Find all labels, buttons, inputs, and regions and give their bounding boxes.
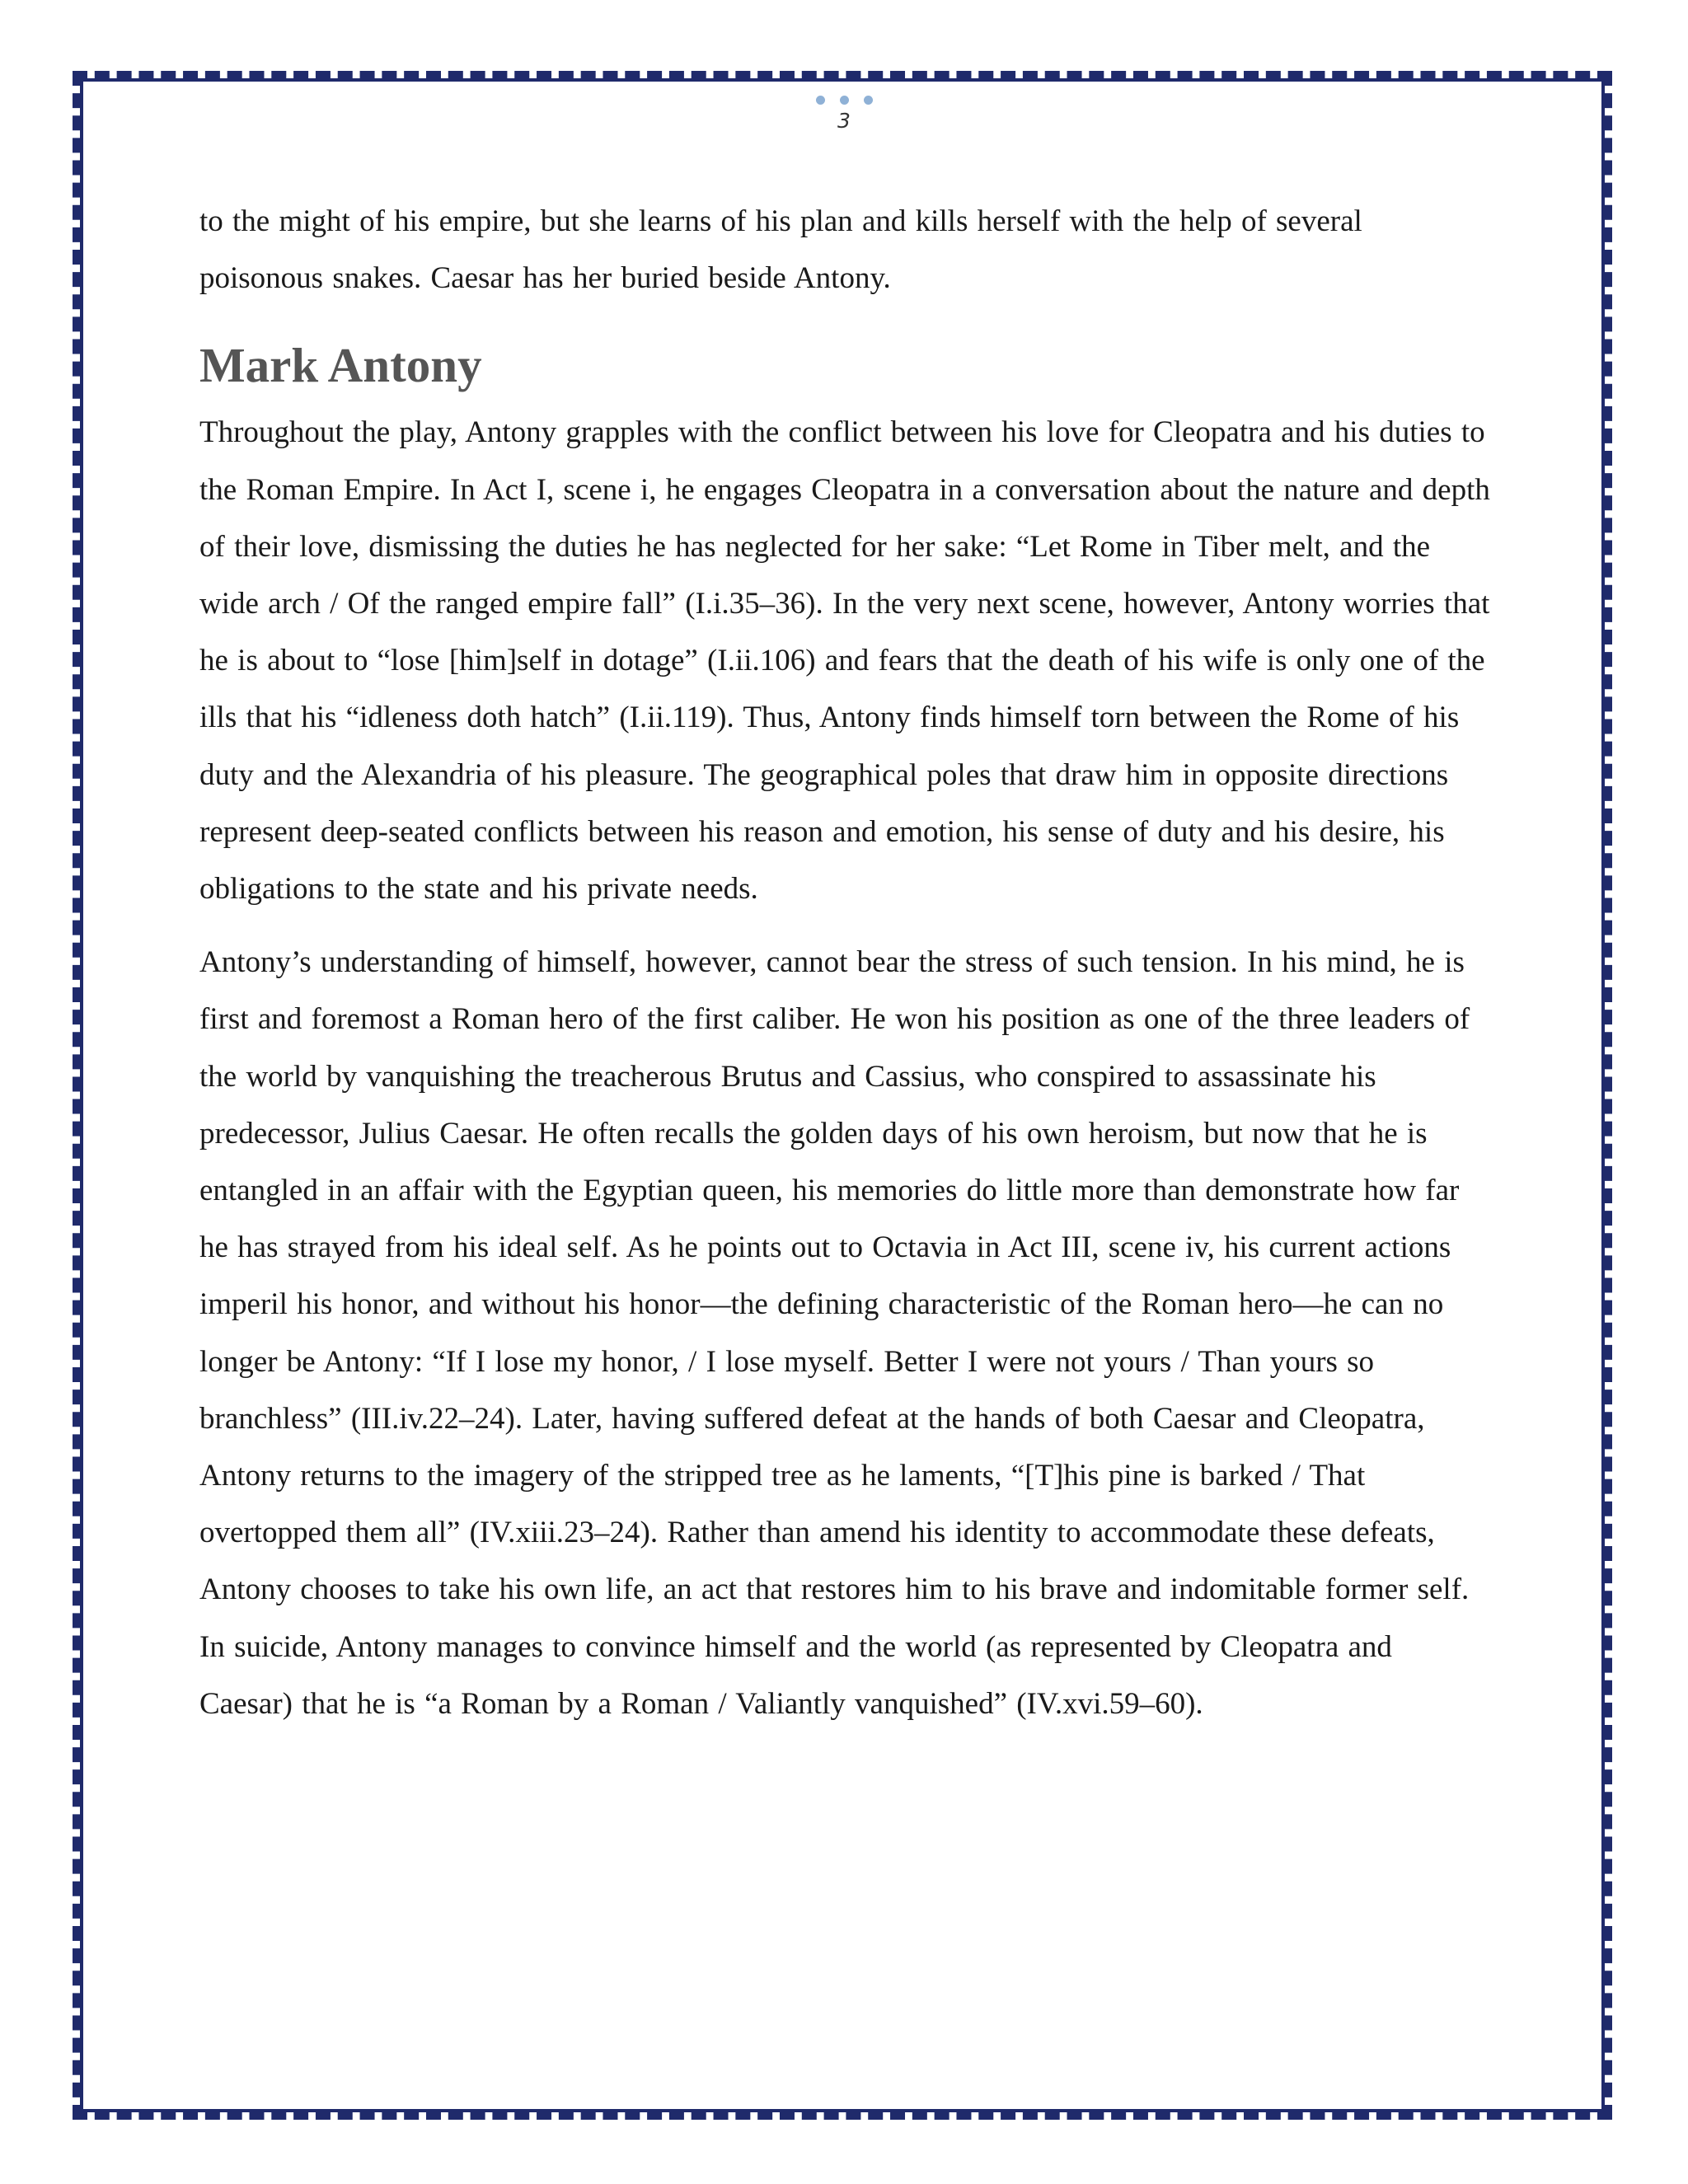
header-dot — [816, 96, 825, 105]
intro-paragraph: to the might of his empire, but she learns of his plan and kills herself with the help of several poisonous snakes. Caesar has her buried beside Antony. — [199, 204, 1362, 296]
header-dot — [864, 96, 873, 105]
document-body — [199, 193, 1493, 1732]
header-dots-ornament — [0, 96, 1688, 105]
page-number: 3 — [837, 109, 851, 133]
body-paragraph-2: Antony’s understanding of himself, however, cannot bear the stress of such tension. In his mind, he is first and foremost a Roman hero of the first caliber. He won his position as one of the three leaders of the world by vanquishing the treacherous Brutus and Cassius, who conspired to assassinate his predecessor, Julius Caesar. He often recalls the golden days of his own heroism, but now that he is entangled in an affair with the Egyptian queen, his memories do little more than demonstrate how far he has strayed from his ideal self. As he points out to Octavia in Act III, scene iv, his current actions imperil his honor, and without his honor—the defining characteristic of the Roman hero—he can no longer be Antony: “If I lose my honor, / I lose myself. Better I were not yours / Than yours so branchless” (III.iv.22–24). Later, having suffered defeat at the hands of both Caesar and Cleopatra, Antony returns to the imagery of the stripped tree as he laments, “[T]his pine is barked / That overtopped them all” (IV.xiii.23–24). Rather than amend his identity to accommodate these defeats, Antony chooses to take his own life, an act that restores him to his brave and indomitable former self. In suicide, Antony manages to convince himself and the world (as represented by Cleopatra and Caesar) that he is “a Roman by a Roman / Valiantly vanquished” (IV.xvi.59–60). — [199, 945, 1470, 1721]
section-heading: Mark Antony — [199, 338, 482, 393]
header-dot — [840, 96, 849, 105]
body-paragraph-1: Throughout the play, Antony grapples with the conflict between his love for Cleopatra and his duties to the Roman Empire. In Act I, scene i, he engages Cleopatra in a conversation about the nature and depth of their love, dismissing the duties he has neglected for her sake: “Let Rome in Tiber melt, and the wide arch / Of the ranged empire fall” (I.i.35–36). In the very next scene, however, Antony worries that he is about to “lose [him]self in dotage” (I.ii.106) and fears that the death of his wife is only one of the ills that his “idleness doth hatch” (I.ii.119). Thus, Antony finds himself torn between the Rome of his duty and the Alexandria of his pleasure. The geographical poles that draw him in opposite directions represent deep-seated conflicts between his reason and emotion, his sense of duty and his desire, his obligations to the state and his private needs. — [199, 415, 1490, 907]
